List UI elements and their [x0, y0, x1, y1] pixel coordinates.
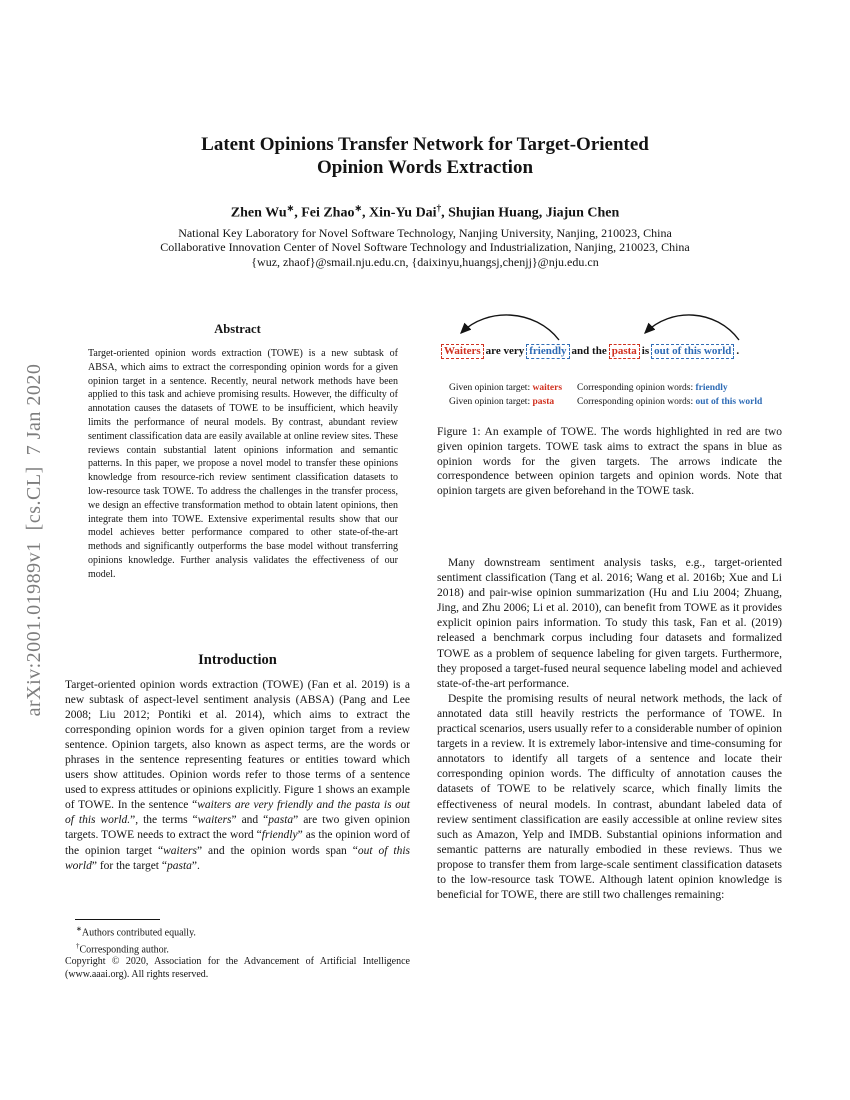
figure1-caption: Figure 1: An example of TOWE. The words highlighted in red are two given opinion targets. TOWE task aims to extract the spans in blue as opinion words for the given targets. The arrows indicate the correspondence between opinion targets and opinion words. Note that opinion targets are given beforehand in the TOWE task. — [437, 426, 782, 498]
paper-title-line2: Opinion Words Extraction — [316, 157, 534, 178]
arxiv-watermark: arXiv:2001.01989v1 [cs.CL] 7 Jan 2020 — [23, 363, 45, 717]
sentence-text: is — [641, 345, 650, 357]
legend-target-value: pasta — [532, 397, 555, 407]
paragraph: Despite the promising results of neural network methods, the lack of annotated data still heavily restricts the performance of TOWE. In practical scenarios, users usually refer to a considerable number of opinion targets in a review. It is extremely labor-intensive and time-consuming for annotators to identify all targets of a sentence and locate their corresponding opinion words. The difficulty of annotation causes the datasets of TOWE to be relatively scarce, which finally limits the effectiveness of neural models. In contrast, abundant labeled data of review sentiment classification are easily accessible at online review sites such as Amazon, Yelp and IMDB. Substantial opinions information and semantic patterns are naturally embodied in these reviews. Thus we propose to transfer them from large-scale sentiment classification datasets to the low-resource task TOWE. Although latent opinion knowledge is beneficial for TOWE, there are still two challenges remaining: — [437, 692, 782, 902]
author-footnote-marker: ∗ — [354, 203, 363, 213]
affiliation-line: National Key Laboratory for Novel Software Technology, Nanjing University, Nanjing, 210023, China — [178, 226, 672, 240]
figure1-arrows — [437, 306, 782, 344]
paper-title — [0, 133, 850, 179]
copyright-notice: Copyright © 2020, Association for the Advancement of Artificial Intelligence (www.aaai.org). All rights reserved. — [65, 956, 410, 980]
figure1-legend — [437, 381, 782, 409]
body-text: ” and “ — [231, 814, 269, 827]
body-text: ” and the opinion words span “ — [196, 844, 358, 857]
body-text: Target-oriented opinion words extraction (TOWE) (Fan et al. 2019) is a new subtask of aspect-level sentiment analysis (ABSA) (Pang and Lee 2008; Liu 2012; Pontiki et al. 2014), which aims to extract the corresponding opinion words for a given opinion target from a review sentence. Opinion targets, also known as aspect terms, are the words or phrases in the sentence representing features or entities toward which users show attitudes. Opinion words refer to those terms of a sentence used to express attitudes or opinions explicitly. Figure 1 shows an example of TOWE. In the sentence “ — [65, 679, 410, 812]
author-footnote-marker: ∗ — [286, 203, 295, 213]
footnote-block — [65, 923, 410, 981]
term-italic: pasta — [268, 814, 294, 827]
legend-label: Corresponding opinion words: — [577, 397, 694, 407]
arrow-world-to-pasta — [645, 315, 739, 340]
term-italic: waiters — [163, 844, 197, 857]
legend-target-cell — [449, 381, 577, 395]
legend-label: Corresponding opinion words: — [577, 383, 694, 393]
opinion-words-box: friendly — [526, 344, 569, 359]
body-text: ” for the target “ — [91, 859, 167, 872]
introduction-paragraph — [65, 678, 410, 874]
body-text: ”, the terms “ — [130, 814, 198, 827]
term-italic: friendly — [261, 829, 298, 842]
author: , Shujian Huang, Jiajun Chen — [441, 205, 620, 221]
body-text: ”. — [191, 859, 200, 872]
sentence-text: are very — [485, 345, 525, 357]
abstract-heading: Abstract — [214, 322, 261, 336]
example-sentence-italic: waiters are very friendly and the pasta is out of this world. — [65, 799, 410, 827]
body-text: ” as the opinion word of the opinion target “ — [65, 829, 410, 857]
term-italic: waiters — [197, 814, 232, 827]
legend-target-cell — [449, 395, 577, 409]
sentence-text: and the — [571, 345, 607, 357]
footnote-rule — [75, 919, 160, 920]
term-italic: out of this world — [65, 844, 410, 872]
author-footnote-marker: † — [436, 203, 442, 213]
author-emails: {wuz, zhaof}@smail.nju.edu.cn, {daixinyu,huangsj,chenjj}@nju.edu.cn — [251, 255, 599, 269]
author: Zhen Wu — [230, 205, 287, 221]
footnote-corresponding — [65, 940, 410, 957]
paragraph: Many downstream sentiment analysis tasks, e.g., target-oriented sentiment classification (Tang et al. 2016; Wang et al. 2016b; Xue and Li 2018) and pair-wise opinion summarization (Hu and Liu 2004; Zhuang, Jing, and Zhu 2006; Li et al. 2010), can benefit from TOWE as it provides explicit opinion pairs information. To study this task, Fan et al. (2019) released a benchmark corpus including four datasets and formalized TOWE as a problem of sequence labeling for given targets. Furthermore, they proposed a target-fused neural sequence labeling model and achieved state-of-the-art performance. — [437, 557, 782, 690]
affiliation-line: Collaborative Innovation Center of Novel Software Technology and Industrialization, Nanjing, 210023, China — [160, 240, 690, 254]
abstract-text: Target-oriented opinion words extraction (TOWE) is a new subtask of ABSA, which aims to extract the corresponding opinion words for a given opinion target in a sentence. Recently, neural network methods have been applied to this task and achieve promising results. However, the difficulty of annotation causes the datasets of TOWE to be insufficient, which heavily limits the performance of neural models. By contrast, abundant review sentiment classification data are easily available at online review sites. These reviews contain substantial latent opinions information and semantic patterns. In this paper, we propose a novel model to transfer these opinions knowledge from resource-rich review sentiment classification datasets to low-resource task TOWE. To address the challenges in the transfer process, we design an effective transformation method to obtain latent opinions, then integrate them into TOWE. Extensive experimental results show that our model achieves better performance compared to other state-of-the-art methods and significantly outperforms the base model without transferring opinions knowledge. Further analysis validates the effectiveness of our model. — [88, 348, 398, 580]
opinion-target-box: pasta — [609, 344, 640, 359]
author: , Xin-Yu Dai — [362, 205, 437, 221]
footnote-marker: † — [76, 941, 80, 950]
legend-opinion-value: out of this world — [695, 397, 763, 407]
legend-row — [449, 381, 782, 395]
opinion-target-box: Waiters — [441, 344, 484, 359]
legend-row — [449, 395, 782, 409]
footnote-marker: ∗ — [76, 925, 82, 933]
paper-title-line1: Latent Opinions Transfer Network for Target-Oriented — [201, 134, 649, 155]
author-list — [0, 203, 850, 222]
term-italic: pasta — [166, 859, 192, 872]
footnote-text: Authors contributed equally. — [81, 927, 196, 939]
arrow-friendly-to-waiters — [461, 315, 559, 340]
legend-target-value: waiters — [532, 383, 563, 393]
section-heading-introduction: Introduction — [198, 652, 277, 668]
body-text: ” are two given opinion targets. TOWE needs to extract the word “ — [65, 814, 410, 842]
opinion-words-box: out of this world — [651, 344, 734, 359]
legend-label: Given opinion target: — [449, 383, 531, 393]
legend-opinion-value: friendly — [695, 383, 728, 393]
footnote-authors-equal — [65, 923, 410, 940]
legend-opinion-cell — [577, 395, 762, 409]
legend-opinion-cell — [577, 381, 728, 395]
right-column-body — [437, 556, 782, 903]
legend-label: Given opinion target: — [449, 397, 531, 407]
figure1-example-sentence — [437, 344, 786, 359]
author: , Fei Zhao — [294, 205, 355, 221]
sentence-text: . — [736, 345, 740, 357]
footnote-text: Corresponding author. — [79, 944, 169, 956]
